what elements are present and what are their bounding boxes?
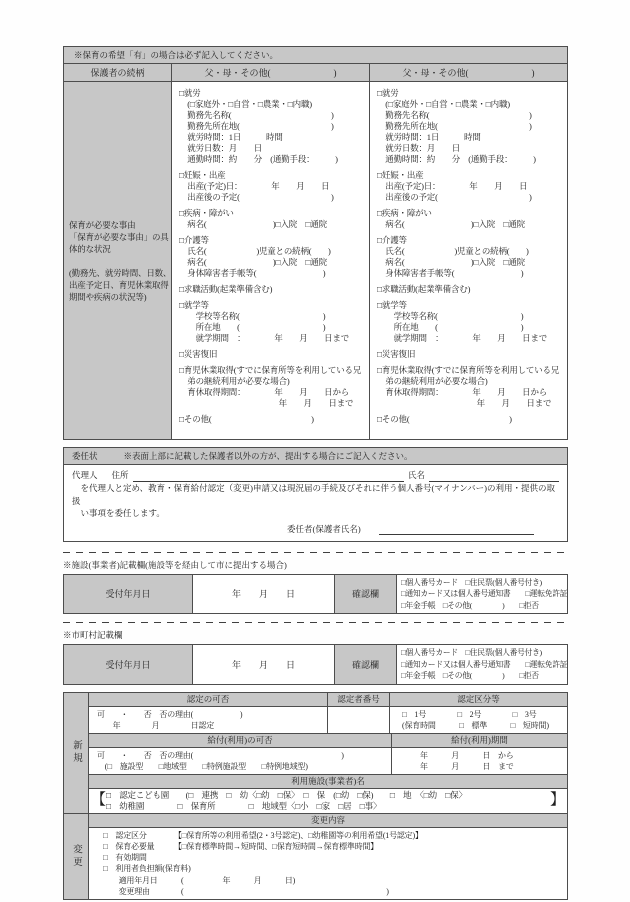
form-line[interactable]: □就学等 xyxy=(377,300,407,310)
benefit-period-cell xyxy=(391,748,567,774)
form-line: 弟の継続利用が必要な場合) xyxy=(179,376,290,386)
form-line: 出産(予定)日： 年 月 日 xyxy=(377,181,528,191)
form-line[interactable]: (保育時間 □ 標準 □ 短時間) xyxy=(402,720,549,730)
delegation-text-line2: い事項を委任します。 xyxy=(72,508,165,518)
form-line[interactable]: 病名( )□入院 □通院 xyxy=(377,257,525,267)
childcare-reason-table xyxy=(63,46,568,440)
form-line: 就労時間：1日 時間 xyxy=(377,132,481,142)
form-line[interactable]: □介護等 xyxy=(179,235,209,245)
form-line: 就労日数：月 日 xyxy=(179,143,263,153)
name-fill-line[interactable] xyxy=(429,470,559,482)
form-line: 年 月 日まで xyxy=(377,398,552,408)
form-line: 年 月 日認定 xyxy=(97,720,214,730)
facility-name-header: 利用施設(事業者)名 xyxy=(89,775,567,788)
facility-reception-table xyxy=(63,574,568,615)
form-line: 適用年月日 ( 年 月 日) xyxy=(103,875,296,885)
form-line: 氏名( )児童との続柄( ) xyxy=(377,246,529,256)
form-line xyxy=(69,255,166,267)
new-application-section xyxy=(64,693,567,813)
form-line: 所在地 ( ) xyxy=(179,322,326,332)
confirm-checkbox-cell xyxy=(396,645,567,684)
form-line[interactable]: □求職活動(起業準備含む) xyxy=(179,284,273,294)
form-line: 変更理由 ( ) xyxy=(103,886,389,896)
form-line: 就労時間：1日 時間 xyxy=(179,132,283,142)
form-line[interactable]: 病名( )□入院 □通院 xyxy=(377,219,525,229)
form-line[interactable]: □通知カード又は個人番号通知書 □運転免許証 xyxy=(401,589,567,598)
form-line[interactable]: □育児休業取得(すでに保育所等を利用している兄 xyxy=(377,365,560,375)
delegation-text-line1: を代理人と定め、教育・保育給付認定（変更)申請又は現況届の手続及びそれに伴う個人番号(マイナンバー)の利用・提供の取扱 xyxy=(72,483,555,506)
form-line: (勤務先、就労時間、日数、 xyxy=(69,267,172,278)
form-line[interactable]: (□家庭外・□自営・□農業・□内職) xyxy=(179,99,312,109)
confirm-checkbox-cell xyxy=(396,575,567,614)
form-line: 出産後の予定( ) xyxy=(377,192,532,202)
form-line[interactable]: □ 認定区分 【□保育所等の利用希望(2・3号認定)、□幼稚園等の利用希望(1号認定)】 xyxy=(103,830,423,840)
dashed-separator-1 xyxy=(63,552,568,553)
delegation-header-row xyxy=(64,448,567,464)
form-line: 「保育が必要な事由」の具 xyxy=(69,231,169,242)
form-line: 就学期間 ： 年 月 日まで xyxy=(179,333,350,343)
form-line[interactable]: □ 保育必要量 【□保育標準時間→短時間、□保育短時間→保育標準時間】 xyxy=(103,841,379,851)
reception-date-label: 受付年月日 xyxy=(64,575,192,614)
reason-label-cell xyxy=(64,82,171,439)
delegator-fill-line[interactable] xyxy=(379,523,534,535)
new-section-label: 新規 xyxy=(64,693,88,813)
form-line: 身体障害者手帳等( ) xyxy=(377,268,524,278)
approval-header: 認定の可否 xyxy=(89,693,327,706)
form-line: 身体障害者手帳等( ) xyxy=(179,268,326,278)
reason-body-row xyxy=(64,81,567,439)
form-line[interactable]: □妊娠・出産 xyxy=(377,170,424,180)
change-content-cell xyxy=(89,828,567,900)
open-bracket: 【 xyxy=(91,792,107,808)
delegator-label: 委任者(保護者氏名) xyxy=(287,523,361,534)
reception-date-value[interactable]: 年 月 日 xyxy=(192,575,334,614)
form-line[interactable]: □疾病・障がい xyxy=(377,208,432,218)
form-body xyxy=(63,46,568,900)
form-line: 可 ・ 否 否の理由( ) xyxy=(97,750,344,760)
address-fill-line[interactable] xyxy=(133,470,404,482)
form-line[interactable]: □年金手帳 □その他( ) □拒否 xyxy=(401,600,539,610)
delegator-line xyxy=(72,523,559,535)
form-line: 出産(予定)日： 年 月 日 xyxy=(179,181,330,191)
delegation-note: ※表面上部に記載した保護者以外の方が、提出する場合にご記入ください。 xyxy=(123,451,413,461)
form-line: 通勤時間：約 分 (通勤手段： ) xyxy=(179,154,338,164)
form-line[interactable]: □個人番号カード □住民票(個人番号付き) xyxy=(401,577,542,587)
guardian-col2-header[interactable]: 父・母・その他( ) xyxy=(369,64,567,81)
form-line[interactable]: □ 利用者負担額(保育料) xyxy=(103,864,191,874)
form-line[interactable]: □育児休業取得(すでに保育所等を利用している兄 xyxy=(179,365,362,375)
form-line: 出産予定日、育児休業取得 xyxy=(69,279,169,290)
delegation-box xyxy=(63,447,568,542)
form-line: 氏名( )児童との続柄( ) xyxy=(179,246,331,256)
delegation-title: 委任状 xyxy=(72,451,98,461)
municipal-reception-table xyxy=(63,644,568,685)
change-section-label: 変更 xyxy=(64,814,88,900)
benefit-approval-header: 給付(利用)の可否 xyxy=(89,734,391,747)
form-line[interactable]: □ 認定こども園 (□ 連携 □ 幼〈□幼 □保〉 □ 保 (□幼 □保) □ 地 〈□幼 □保〉 xyxy=(106,789,467,800)
form-line[interactable]: □疾病・障がい xyxy=(179,208,234,218)
form-line: 育休取得期間： 年 月 日から xyxy=(179,387,350,397)
form-line[interactable]: □その他( ) xyxy=(377,414,512,424)
form-line[interactable]: (□家庭外・□自営・□農業・□内職) xyxy=(377,99,510,109)
guardian-header-row xyxy=(64,63,567,81)
form-line[interactable]: 病名( )□入院 □通院 xyxy=(179,257,327,267)
dashed-separator-2 xyxy=(63,622,568,623)
approval-cell xyxy=(89,707,327,733)
close-bracket: 】 xyxy=(549,792,565,808)
form-line[interactable]: □ 有効期間 xyxy=(103,853,147,863)
guardian-col1-header[interactable]: 父・母・その他( ) xyxy=(171,64,369,81)
form-line: 所在地 ( ) xyxy=(377,322,524,332)
form-line[interactable]: □災害復旧 xyxy=(179,349,218,359)
form-line[interactable]: □就労 xyxy=(377,88,399,98)
agent-label: 代理人 xyxy=(72,470,98,480)
reason-col2-cell xyxy=(369,82,567,439)
form-line[interactable]: □ 幼稚園 □ 保育所 □ 地域型〈□小 □家 □居 □事〉 xyxy=(106,800,382,811)
certifier-number-header: 認定者番号 xyxy=(327,693,389,706)
facility-name-cell xyxy=(89,789,567,813)
form-line: 勤務先名称( ) xyxy=(377,110,532,120)
reception-date-label: 受付年月日 xyxy=(64,645,192,684)
facility-section-label: ※施設(事業者)記載欄(施設等を経由して市に提出する場合) xyxy=(63,559,287,570)
form-line[interactable]: 病名( )□入院 □通院 xyxy=(179,219,327,229)
certifier-number-cell[interactable] xyxy=(327,707,389,733)
benefit-approval-cell xyxy=(89,748,391,774)
reception-date-value[interactable]: 年 月 日 xyxy=(192,645,334,684)
agent-line xyxy=(72,469,559,482)
form-line[interactable]: □妊娠・出産 xyxy=(179,170,226,180)
delegation-body-row xyxy=(64,464,567,541)
change-content-header: 変更内容 xyxy=(89,814,567,827)
confirm-label: 確認欄 xyxy=(334,645,396,684)
reason-col1-cell xyxy=(171,82,369,439)
form-line: 勤務先所在地( ) xyxy=(179,121,334,131)
form-line[interactable]: □年金手帳 □その他( ) □拒否 xyxy=(401,671,539,680)
form-line[interactable]: □就労 xyxy=(179,88,201,98)
form-line: 弟の継続利用が必要な場合) xyxy=(377,376,488,386)
form-line: 年 月 日 から xyxy=(420,750,514,760)
form-line: 学校等名称( ) xyxy=(179,311,326,321)
facility-options xyxy=(106,790,550,812)
municipal-section-label: ※市町村記載欄 xyxy=(63,630,123,640)
form-line: 可 ・ 否 否の理由( ) xyxy=(97,709,243,719)
name-label: 氏名 xyxy=(407,470,425,480)
form-line: 出産後の予定( ) xyxy=(179,192,334,202)
form-line: 体的な状況 xyxy=(69,243,111,254)
form-line: 年 月 日 まで xyxy=(420,761,514,771)
guardian-relation-label: 保護者の続柄 xyxy=(64,64,171,81)
form-line[interactable]: □その他( ) xyxy=(179,414,314,424)
form-line: 保育が必要な事由 xyxy=(69,219,136,230)
form-line[interactable]: □個人番号カード □住民票(個人番号付き) xyxy=(401,648,542,657)
form-line: 期間や疾病の状況等) xyxy=(69,291,147,302)
form-line[interactable]: □ 1号 □ 2号 □ 3号 xyxy=(402,709,537,719)
form-line: 就労日数：月 日 xyxy=(377,143,461,153)
top-note-text: ※保育の希望「有」の場合は必ず記入してください。 xyxy=(64,47,567,63)
form-line: 年 月 日まで xyxy=(179,398,354,408)
form-line[interactable]: □災害復旧 xyxy=(377,349,416,359)
confirm-label: 確認欄 xyxy=(334,575,396,614)
form-line[interactable]: □通知カード又は個人番号通知書 □運転免許証 xyxy=(401,659,567,669)
certification-class-header: 認定区分等 xyxy=(389,693,567,706)
form-line: 就学期間 ： 年 月 日まで xyxy=(377,333,548,343)
benefit-period-header: 給付(利用)期間 xyxy=(391,734,567,747)
form-line[interactable]: □介護等 xyxy=(377,235,407,245)
form-line: 育休取得期間： 年 月 日から xyxy=(377,387,548,397)
certification-class-cell xyxy=(389,707,567,733)
form-line: 通勤時間：約 分 (通勤手段： ) xyxy=(377,154,536,164)
change-section xyxy=(64,813,567,900)
form-line[interactable]: □就学等 xyxy=(179,300,209,310)
decision-table xyxy=(63,692,568,901)
form-line: 勤務先名称( ) xyxy=(179,110,334,120)
top-note-row xyxy=(64,47,567,63)
form-line: 勤務先所在地( ) xyxy=(377,121,532,131)
form-line: 学校等名称( ) xyxy=(377,311,524,321)
form-line[interactable]: (□ 施設型 □地域型 □特例施設型 □特例地域型) xyxy=(97,761,308,771)
address-label: 住所 xyxy=(111,470,129,480)
form-line[interactable]: □求職活動(起業準備含む) xyxy=(377,284,471,294)
